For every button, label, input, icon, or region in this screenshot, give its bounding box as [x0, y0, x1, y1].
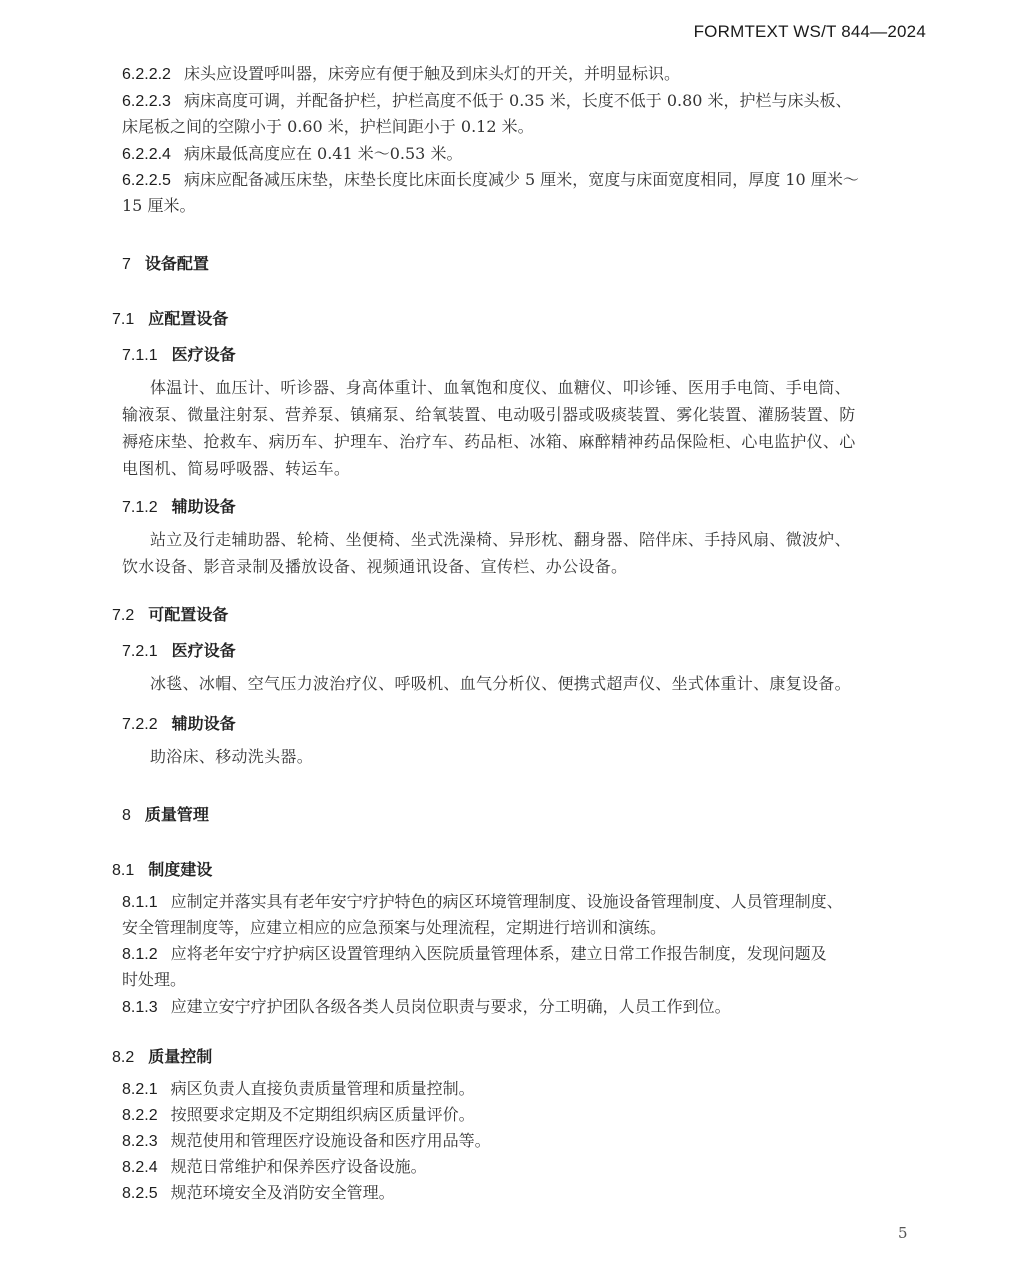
paragraph-line: 助浴床、移动洗头器。 — [150, 747, 314, 766]
clause-6-2-2-4 — [122, 144, 462, 165]
clause-number: 8.2.3 — [122, 1133, 158, 1150]
clause-6-2-2-3 — [122, 91, 852, 112]
section-7-1-heading — [112, 306, 228, 329]
clause-number: 8.1.3 — [122, 999, 158, 1016]
document-code-header: FORMTEXT WS/T 844—2024 — [693, 22, 926, 41]
clause-8-1-1-continued: 安全管理制度等，应建立相应的应急预案与处理流程，定期进行培训和演练。 — [122, 918, 667, 937]
clause-8-1-3 — [122, 997, 731, 1018]
clause-6-2-2-5 — [122, 170, 859, 191]
clause-number: 6.2.2.3 — [122, 93, 171, 110]
section-number: 7.2.1 — [122, 643, 158, 660]
clause-text: 应建立安宁疗护团队各级各类人员岗位职责与要求，分工明确，人员工作到位。 — [170, 997, 731, 1016]
clause-8-2-1 — [122, 1079, 475, 1100]
clause-text: 规范使用和管理医疗设施设备和医疗用品等。 — [170, 1131, 491, 1150]
clause-text: 规范日常维护和保养医疗设备设施。 — [170, 1157, 427, 1176]
section-title: 可配置设备 — [148, 607, 229, 624]
clause-8-2-3 — [122, 1131, 491, 1152]
section-title: 医疗设备 — [171, 347, 236, 364]
clause-text: 病床应配备减压床垫，床垫长度比床面长度减少 5 厘米，宽度与床面宽度相同，厚度 10 厘米～ — [183, 170, 859, 189]
section-8-heading — [122, 802, 209, 825]
section-number: 7.1 — [112, 311, 135, 328]
paragraph-line: 输液泵、微量注射泵、营养泵、镇痛泵、给氧装置、电动吸引器或吸痰装置、雾化装置、灌肠装置、防 — [122, 405, 856, 424]
section-title: 辅助设备 — [171, 716, 236, 733]
clause-text: 病床高度可调，并配备护栏，护栏高度不低于 0.35 米，长度不低于 0.80 米，护栏与床头板、 — [183, 91, 852, 110]
clause-number: 8.2.1 — [122, 1081, 158, 1098]
clause-8-1-2-continued: 时处理。 — [122, 970, 187, 989]
section-title: 应配置设备 — [148, 311, 229, 328]
clause-8-1-2 — [122, 944, 827, 965]
section-8-2-heading — [112, 1044, 212, 1067]
clause-text: 病区负责人直接负责质量管理和质量控制。 — [170, 1079, 475, 1098]
paragraph-line: 站立及行走辅助器、轮椅、坐便椅、坐式洗澡椅、异形枕、翻身器、陪伴床、手持风扇、微波炉、 — [150, 530, 851, 549]
section-number: 8.2 — [112, 1049, 135, 1066]
section-title: 制度建设 — [148, 862, 213, 879]
section-title: 设备配置 — [144, 256, 209, 273]
clause-text: 应制定并落实具有老年安宁疗护特色的病区环境管理制度、设施设备管理制度、人员管理制度、 — [170, 892, 843, 911]
section-7-2-2-heading — [122, 711, 236, 734]
section-number: 7.1.1 — [122, 347, 158, 364]
section-7-1-1-heading — [122, 342, 236, 365]
section-7-1-2-heading — [122, 494, 236, 517]
paragraph-line: 电图机、简易呼吸器、转运车。 — [122, 459, 351, 478]
section-title: 辅助设备 — [171, 499, 236, 516]
clause-6-2-2-3-continued: 床尾板之间的空隙小于 0.60 米，护栏间距小于 0.12 米。 — [122, 117, 534, 136]
section-7-2-1-heading — [122, 638, 236, 661]
paragraph-line: 冰毯、冰帽、空气压力波治疗仪、呼吸机、血气分析仪、便携式超声仪、坐式体重计、康复设备。 — [150, 674, 851, 693]
clause-text: 病床最低高度应在 0.41 米～0.53 米。 — [183, 144, 463, 163]
clause-text: 床头应设置呼叫器，床旁应有便于触及到床头灯的开关，并明显标识。 — [183, 64, 680, 83]
clause-8-2-5 — [122, 1183, 395, 1204]
section-title: 质量管理 — [144, 807, 209, 824]
section-number: 7 — [122, 256, 131, 273]
clause-number: 8.1.1 — [122, 894, 158, 911]
section-number: 8.1 — [112, 862, 135, 879]
paragraph-line: 饮水设备、影音录制及播放设备、视频通讯设备、宣传栏、办公设备。 — [122, 557, 628, 576]
clause-number: 6.2.2.2 — [122, 66, 171, 83]
clause-number: 8.1.2 — [122, 946, 158, 963]
clause-text: 按照要求定期及不定期组织病区质量评价。 — [170, 1105, 475, 1124]
clause-6-2-2-5-continued: 15 厘米。 — [122, 196, 196, 215]
clause-8-1-1 — [122, 892, 843, 913]
section-title: 医疗设备 — [171, 643, 236, 660]
section-number: 7.2 — [112, 607, 135, 624]
clause-number: 8.2.5 — [122, 1185, 158, 1202]
section-number: 7.1.2 — [122, 499, 158, 516]
page-number: 5 — [898, 1224, 908, 1242]
section-7-2-heading — [112, 602, 228, 625]
clause-number: 6.2.2.4 — [122, 146, 171, 163]
paragraph-line: 体温计、血压计、听诊器、身高体重计、血氧饱和度仪、血糖仪、叩诊锤、医用手电筒、手电筒、 — [150, 378, 851, 397]
section-8-1-heading — [112, 857, 212, 880]
section-title: 质量控制 — [148, 1049, 213, 1066]
clause-text: 规范环境安全及消防安全管理。 — [170, 1183, 395, 1202]
clause-6-2-2-2 — [122, 64, 680, 85]
clause-8-2-4 — [122, 1157, 427, 1178]
section-number: 8 — [122, 807, 131, 824]
section-number: 7.2.2 — [122, 716, 158, 733]
section-7-heading — [122, 251, 209, 274]
clause-number: 6.2.2.5 — [122, 172, 171, 189]
clause-text: 应将老年安宁疗护病区设置管理纳入医院质量管理体系，建立日常工作报告制度，发现问题及 — [170, 944, 827, 963]
paragraph-line: 褥疮床垫、抢救车、病历车、护理车、治疗车、药品柜、冰箱、麻醉精神药品保险柜、心电监护仪、心 — [122, 432, 856, 451]
clause-8-2-2 — [122, 1105, 475, 1126]
clause-number: 8.2.2 — [122, 1107, 158, 1124]
clause-number: 8.2.4 — [122, 1159, 158, 1176]
